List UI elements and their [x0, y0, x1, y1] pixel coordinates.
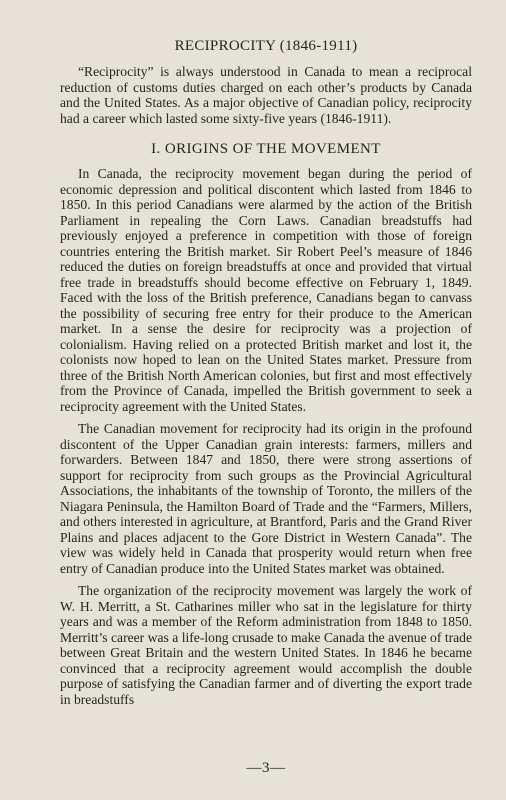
body-paragraph-1: In Canada, the reciprocity movement began during the period of economic depression and political discontent which lasted from 1846 to 1850. In this period Canadians were alarmed by the action of the British Parliament in repealing the Corn Laws. Canadian breadstuffs had previously enjoyed a preference in competition with those of foreign countries entering the British market. Sir Robert Peel’s measure of 1846 reduced the duties on foreign breadstuffs at once and provided that virtual free trade in breadstuffs should become effective on February 1, 1849. Faced with the loss of the British preference, Canadians began to canvass the possibility of securing free entry for their produce to the American market. In a sense the desire for reciprocity was a projection of colonialism. Having relied on a protected British market and lost it, the colonists now hoped to lean on the United States market. Pressure from three of the British North American colonies, but first and most effectively from the Province of Canada, impelled the British government to seek a reciprocity agreement with the United States. [60, 166, 472, 414]
page-number: —3— [246, 760, 286, 776]
body-paragraph-2: The Canadian movement for reciprocity had its origin in the profound discontent of the Upper Canadian grain interests: farmers, millers and forwarders. Between 1847 and 1850, there were strong assertions of support for reciprocity from such groups as the Provincial Agricultural Associations, the inhabitants of the township of Toronto, the millers of the Niagara Peninsula, the Hamilton Board of Trade and the “Farmers, Millers, and others interested in agriculture, at Brantford, Paris and the Grand River Plains and places adjacent to the Gore District in Western Canada”. The view was widely held in Canada that prosperity would return when free entry of Canadian produce into the United States market was obtained. [60, 421, 472, 576]
section-heading: I. ORIGINS OF THE MOVEMENT [151, 141, 381, 157]
body-paragraph-3: The organization of the reciprocity movement was largely the work of W. H. Merritt, a St. Catharines miller who sat in the legislature for thirty years and was a member of the Reform administration from 1848 to 1850. Merritt’s career was a life-long crusade to make Canada the avenue of trade between Great Britain and the western United States. In 1846 he became convinced that a reciprocity agreement would accomplish the double purpose of satisfying the Canadian farmer and of diverting the export trade in breadstuffs [60, 583, 472, 707]
page-title: RECIPROCITY (1846-1911) [174, 38, 358, 54]
intro-paragraph: “Reciprocity” is always understood in Canada to mean a reciprocal reduction of customs duties charged on each other’s products by Canada and the United States. As a major objective of Canadian policy, reciprocity had a career which lasted some sixty-five years (1846-1911). [60, 64, 472, 126]
